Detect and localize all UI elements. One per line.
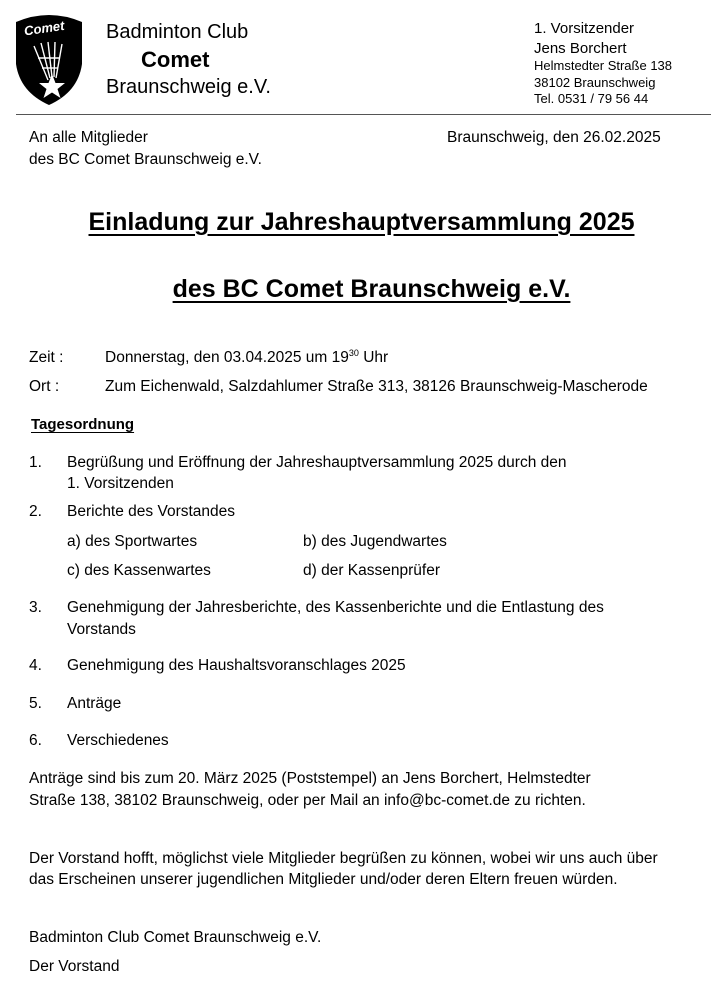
agenda-item-4: Genehmigung des Haushaltsvoranschlages 2025 <box>67 657 406 674</box>
date-line: Braunschweig, den 26.02.2025 <box>447 129 661 146</box>
agenda-heading: Tagesordnung <box>31 416 135 433</box>
agenda-item-3-line2: Vorstands <box>67 621 136 638</box>
time-label: Zeit : <box>29 349 64 366</box>
club-name-line3: Braunschweig e.V. <box>106 76 271 98</box>
recipient-line2: des BC Comet Braunschweig e.V. <box>29 151 262 168</box>
logo-text: Comet <box>23 17 66 39</box>
report-jugendwart: b) des Jugendwartes <box>303 533 447 550</box>
motions-note-line1: Anträge sind bis zum 20. März 2025 (Poststempel) an Jens Borchert, Helmstedter <box>29 770 591 787</box>
closing-note-line1: Der Vorstand hofft, möglichst viele Mitglieder begrüßen zu können, wobei wir uns auch über <box>29 850 658 867</box>
agenda-item-1-line2: 1. Vorsitzenden <box>67 475 174 492</box>
club-name-line1: Badminton Club <box>106 21 249 43</box>
page-subtitle: des BC Comet Braunschweig e.V. <box>172 275 571 303</box>
club-logo <box>12 12 86 107</box>
report-sportwart: a) des Sportwartes <box>67 533 198 550</box>
agenda-num-3: 3. <box>29 599 42 616</box>
signature-club: Badminton Club Comet Braunschweig e.V. <box>29 929 322 946</box>
signature-board: Der Vorstand <box>29 958 120 975</box>
agenda-num-2: 2. <box>29 503 42 520</box>
agenda-item-5: Anträge <box>67 695 122 712</box>
recipient-line1: An alle Mitglieder <box>29 129 148 146</box>
club-name-line2: Comet <box>141 47 210 72</box>
agenda-num-1: 1. <box>29 454 42 471</box>
chair-title: 1. Vorsitzender <box>534 20 635 37</box>
report-kassenpruefer: d) der Kassenprüfer <box>303 562 440 579</box>
agenda-item-1-line1: Begrüßung und Eröffnung der Jahreshauptversammlung 2025 durch den <box>67 454 567 471</box>
agenda-num-6: 6. <box>29 732 42 749</box>
agenda-num-4: 4. <box>29 657 42 674</box>
header-divider <box>16 114 711 115</box>
report-kassenwart: c) des Kassenwartes <box>67 562 211 579</box>
closing-note-line2: das Erscheinen unserer jugendlichen Mitglieder und/oder deren Eltern freuen würden. <box>29 871 618 888</box>
chair-city: 38102 Braunschweig <box>534 75 656 90</box>
agenda-item-2: Berichte des Vorstandes <box>67 503 236 520</box>
agenda-num-5: 5. <box>29 695 42 712</box>
agenda-item-6: Verschiedenes <box>67 732 169 749</box>
chair-phone: Tel. 0531 / 79 56 44 <box>534 91 649 106</box>
motions-note-line2: Straße 138, 38102 Braunschweig, oder per Mail an info@bc-comet.de zu richten. <box>29 792 586 809</box>
chair-name: Jens Borchert <box>534 40 627 57</box>
place-label: Ort : <box>29 378 60 395</box>
time-value: Donnerstag, den 03.04.2025 um $19^{30}$ Uhr <box>105 347 389 366</box>
chair-street: Helmstedter Straße 138 <box>534 58 673 73</box>
page-title: Einladung zur Jahreshauptversammlung 2025 <box>88 208 635 236</box>
place-value: Zum Eichenwald, Salzdahlumer Straße 313, 38126 Braunschweig-Mascherode <box>105 378 648 395</box>
agenda-item-3-line1: Genehmigung der Jahresberichte, des Kassenberichte und die Entlastung des <box>67 599 604 616</box>
time-minutes: 30 <box>348 347 359 358</box>
